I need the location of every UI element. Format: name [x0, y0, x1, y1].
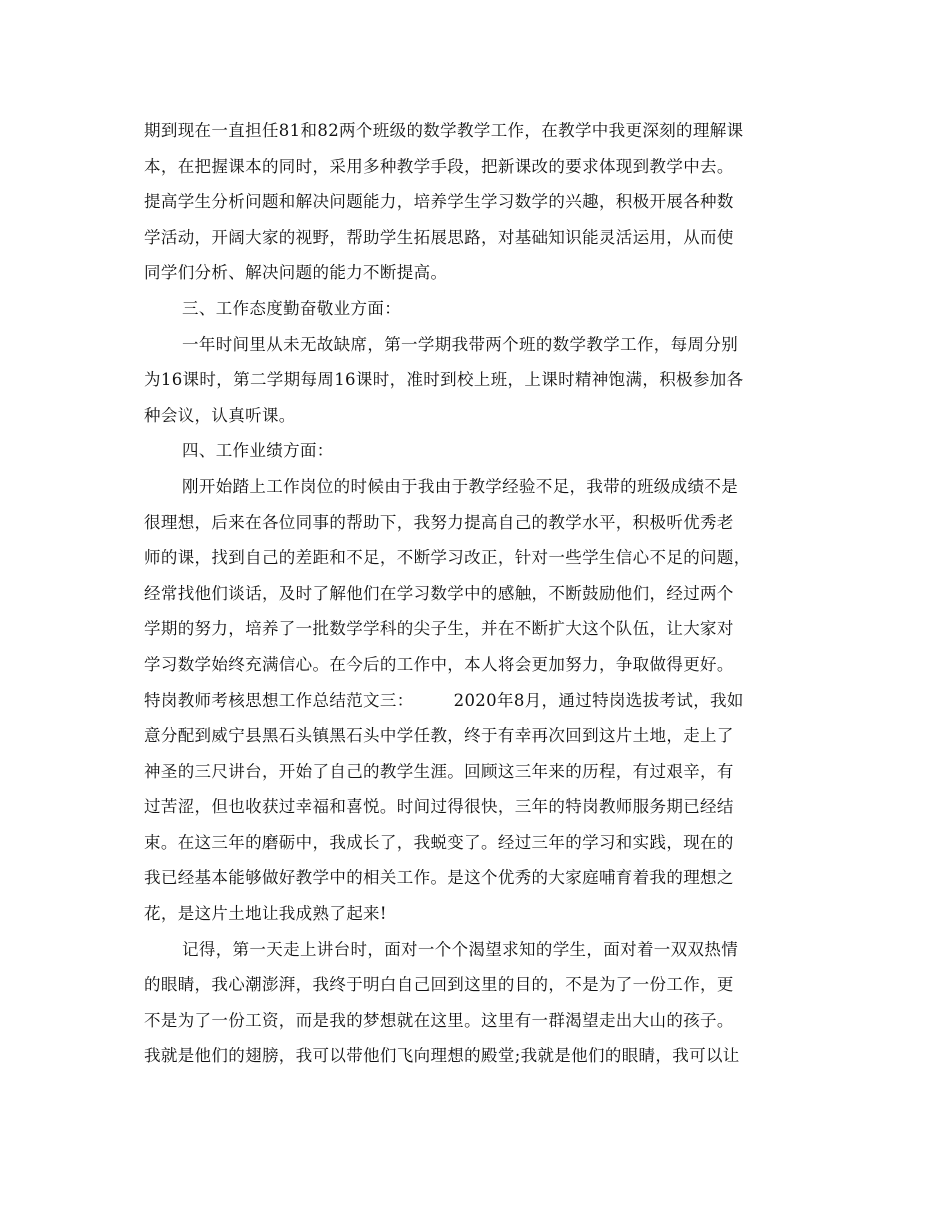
text-line: 我已经基本能够做好教学中的相关工作。是这个优秀的大家庭哺育着我的理想之 — [144, 868, 734, 888]
text-line — [144, 683, 810, 719]
text-line: 一年时间里从未无故缺席，第一学期我带两个班的数学教学工作，每周分别 — [182, 334, 739, 354]
text-line: 提高学生分析问题和解决问题能力，培养学生学习数学的兴趣，积极开展各种数 — [144, 192, 734, 212]
text-line: 学习数学始终充满信心。在今后的工作中，本人将会更加努力，争取做得更好。 — [144, 654, 734, 674]
text-line: 种会议，认真听课。 — [144, 405, 296, 425]
text-line: 不是为了一份工资，而是我的梦想就在这里。这里有一群渴望走出大山的孩子。 — [144, 1010, 734, 1030]
text-line: 学活动，开阔大家的视野，帮助学生拓展思路，对基础知识能灵活运用，从而使 — [144, 227, 734, 247]
text-line: 神圣的三尺讲台，开始了自己的教学生涯。回顾这三年来的历程，有过艰辛，有 — [144, 761, 734, 781]
document-body — [144, 113, 810, 1074]
text-line: 记得，第一天走上讲台时，面对一个个渴望求知的学生，面对着一双双热情 — [182, 939, 739, 959]
text-line: 师的课，找到自己的差距和不足，不断学习改正，针对一些学生信心不足的问题， — [144, 548, 751, 568]
section-heading: 四、工作业绩方面： — [182, 441, 334, 461]
text-line: 同学们分析、解决问题的能力不断提高。 — [144, 263, 448, 283]
text-line: 我就是他们的翅膀，我可以带他们飞向理想的殿堂;我就是他们的眼睛，我可以让 — [144, 1046, 740, 1066]
text-line: 束。在这三年的磨砺中，我成长了，我蜕变了。经过三年的学习和实践，现在的 — [144, 832, 734, 852]
text-line: 刚开始踏上工作岗位的时候由于我由于教学经验不足，我带的班级成绩不是 — [182, 476, 739, 496]
article-title: 特岗教师考核思想工作总结范文三： — [144, 690, 414, 710]
text-line: 花，是这片土地让我成熟了起来! — [144, 904, 387, 924]
text-line: 过苦涩，但也收获过幸福和喜悦。时间过得很快，三年的特岗教师服务期已经结 — [144, 797, 734, 817]
text-line: 期到现在一直担任81和82两个班级的数学教学工作，在教学中我更深刻的理解课 — [144, 121, 744, 140]
text-line: 意分配到威宁县黑石头镇黑石头中学任教，终于有幸再次回到这片土地，走上了 — [144, 726, 734, 746]
section-heading: 三、工作态度勤奋敬业方面： — [182, 298, 402, 318]
text-line: 为16课时，第二学期每周16课时，准时到校上班，上课时精神饱满，积极参加各 — [144, 370, 744, 390]
text-line: 的眼睛，我心潮澎湃，我终于明白自己回到这里的目的，不是为了一份工作，更 — [144, 975, 734, 995]
article-opening: 2020年8月，通过特岗选拔考试，我如 — [453, 690, 744, 710]
text-line: 很理想，后来在各位同事的帮助下，我努力提高自己的教学水平，积极听优秀老 — [144, 512, 734, 532]
text-line: 经常找他们谈话，及时了解他们在学习数学中的感触，不断鼓励他们，经过两个 — [144, 583, 734, 603]
text-line: 本，在把握课本的同时，采用多种教学手段，把新课改的要求体现到教学中去。 — [144, 156, 734, 176]
text-line: 学期的努力，培养了一批数学学科的尖子生，并在不断扩大这个队伍，让大家对 — [144, 619, 734, 639]
